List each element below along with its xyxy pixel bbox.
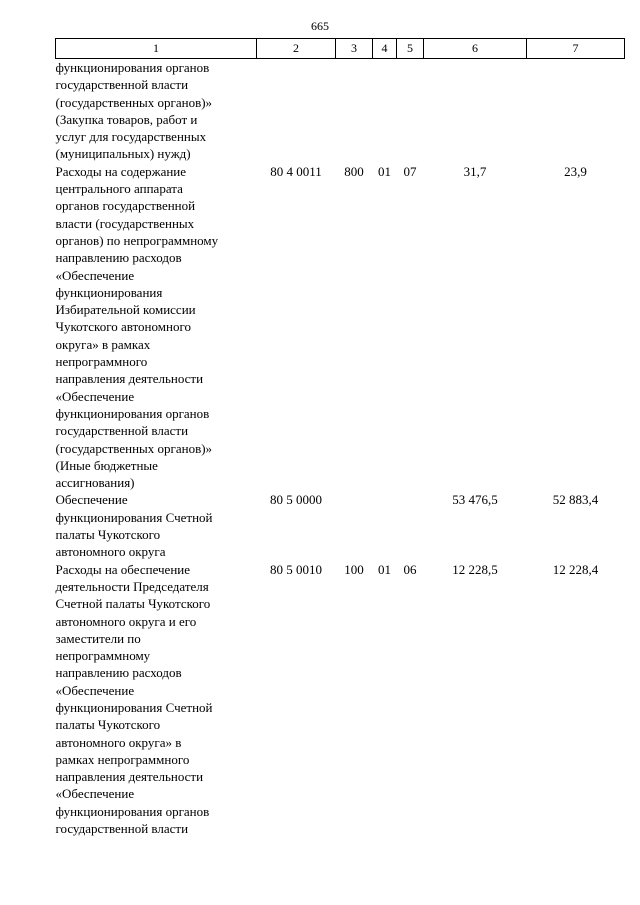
column-header-2: 2 — [257, 39, 336, 59]
item-name-line: направления деятельности — [55, 769, 204, 785]
item-name-line: палаты Чукотского — [55, 717, 161, 733]
expense-type-cell: 800 — [344, 163, 364, 179]
column-header-5: 5 — [397, 39, 424, 59]
item-name-line: функционирования Счетной — [55, 699, 213, 715]
item-name-line: непрограммному — [55, 648, 151, 664]
amount-cell-6: 53 476,5 — [452, 492, 498, 508]
item-name-line: «Обеспечение — [55, 267, 135, 283]
expense-type-cell: 100 — [344, 561, 364, 577]
item-name-line: органов государственной — [55, 198, 196, 214]
item-name-line: направлению расходов — [55, 250, 182, 266]
item-name-line: непрограммного — [55, 354, 148, 370]
item-name-line: государственной власти — [55, 77, 189, 93]
item-name-line: «Обеспечение — [55, 682, 135, 698]
amount-cell-7: 12 228,4 — [552, 561, 599, 577]
item-name-line: Счетной палаты Чукотского — [55, 596, 211, 612]
budget-code-cell: 80 5 0010 — [270, 561, 322, 577]
subsection-cell: 06 — [403, 561, 417, 577]
item-name-line: Избирательной комиссии — [55, 302, 196, 318]
amount-cell-6: 31,7 — [463, 163, 487, 179]
section-cell — [373, 491, 397, 560]
item-name-cell — [56, 561, 257, 838]
amount-cell-7 — [527, 59, 625, 163]
item-name-line: Расходы на обеспечение — [55, 561, 191, 577]
budget-table — [55, 38, 625, 837]
item-name-line: функционирования органов — [55, 803, 210, 819]
item-name-line: «Обеспечение — [55, 388, 135, 404]
item-name-line: государственной власти — [55, 423, 189, 439]
subsection-cell — [397, 59, 424, 163]
item-name-line: власти (государственных — [55, 215, 195, 231]
table-row — [56, 491, 625, 560]
item-name-cell — [56, 491, 257, 560]
item-name-line: функционирования органов — [55, 60, 210, 75]
budget-code-cell: 80 4 0011 — [270, 163, 322, 179]
column-header-4: 4 — [373, 39, 397, 59]
column-header-3: 3 — [336, 39, 373, 59]
item-name-line: (муниципальных) нужд) — [55, 146, 191, 162]
item-name-line: автономного округа — [55, 544, 166, 560]
section-cell: 01 — [378, 561, 391, 577]
item-name-line: Обеспечение — [55, 492, 128, 508]
item-name-line: направления деятельности — [55, 371, 204, 387]
item-name-line: автономного округа и его — [55, 613, 197, 629]
item-name-line: функционирования Счетной — [55, 509, 213, 525]
amount-cell-7: 52 883,4 — [552, 492, 599, 508]
item-name-line: палаты Чукотского — [55, 527, 161, 543]
item-name-line: заместители по — [55, 630, 141, 646]
item-name-line: функционирования — [55, 284, 163, 300]
budget-code-cell — [257, 59, 336, 163]
column-header-1: 1 — [56, 39, 257, 59]
item-name-line: Расходы на содержание — [55, 163, 187, 179]
item-name-line: центрального аппарата — [55, 181, 183, 197]
item-name-line: (Иные бюджетные — [55, 457, 158, 473]
item-name-line: функционирования органов — [55, 405, 210, 421]
table-row — [56, 561, 625, 838]
subsection-cell — [397, 491, 424, 560]
amount-cell-7: 23,9 — [564, 163, 587, 179]
item-name-cell — [56, 163, 257, 492]
section-cell: 01 — [378, 163, 391, 179]
item-name-line: направлению расходов — [55, 665, 182, 681]
expense-type-cell — [336, 59, 373, 163]
column-number-row — [56, 39, 625, 59]
amount-cell-6 — [424, 59, 527, 163]
item-name-line: (государственных органов)» — [55, 440, 213, 456]
item-name-line: Чукотского автономного — [55, 319, 191, 335]
subsection-cell: 07 — [403, 163, 417, 179]
item-name-line: услуг для государственных — [55, 129, 207, 145]
expense-type-cell — [336, 491, 373, 560]
item-name-cell — [56, 59, 257, 163]
item-name-line: округа» в рамках — [55, 336, 151, 352]
item-name-line: (Закупка товаров, работ и — [55, 111, 198, 127]
page-number: 665 — [311, 19, 329, 33]
item-name-line: органов) по непрограммному — [55, 232, 219, 248]
column-header-7: 7 — [527, 39, 625, 59]
table-row — [56, 59, 625, 163]
table-row — [56, 163, 625, 492]
amount-cell-6: 12 228,5 — [452, 561, 498, 577]
item-name-line: государственной власти — [55, 821, 189, 837]
budget-code-cell: 80 5 0000 — [270, 492, 322, 508]
section-cell — [373, 59, 397, 163]
item-name-line: автономного округа» в — [55, 734, 182, 750]
item-name-line: ассигнования) — [55, 475, 135, 491]
item-name-line: (государственных органов)» — [55, 94, 213, 110]
item-name-line: «Обеспечение — [55, 786, 135, 802]
item-name-line: рамках непрограммного — [55, 751, 190, 767]
column-header-6: 6 — [424, 39, 527, 59]
item-name-line: деятельности Председателя — [55, 578, 209, 594]
